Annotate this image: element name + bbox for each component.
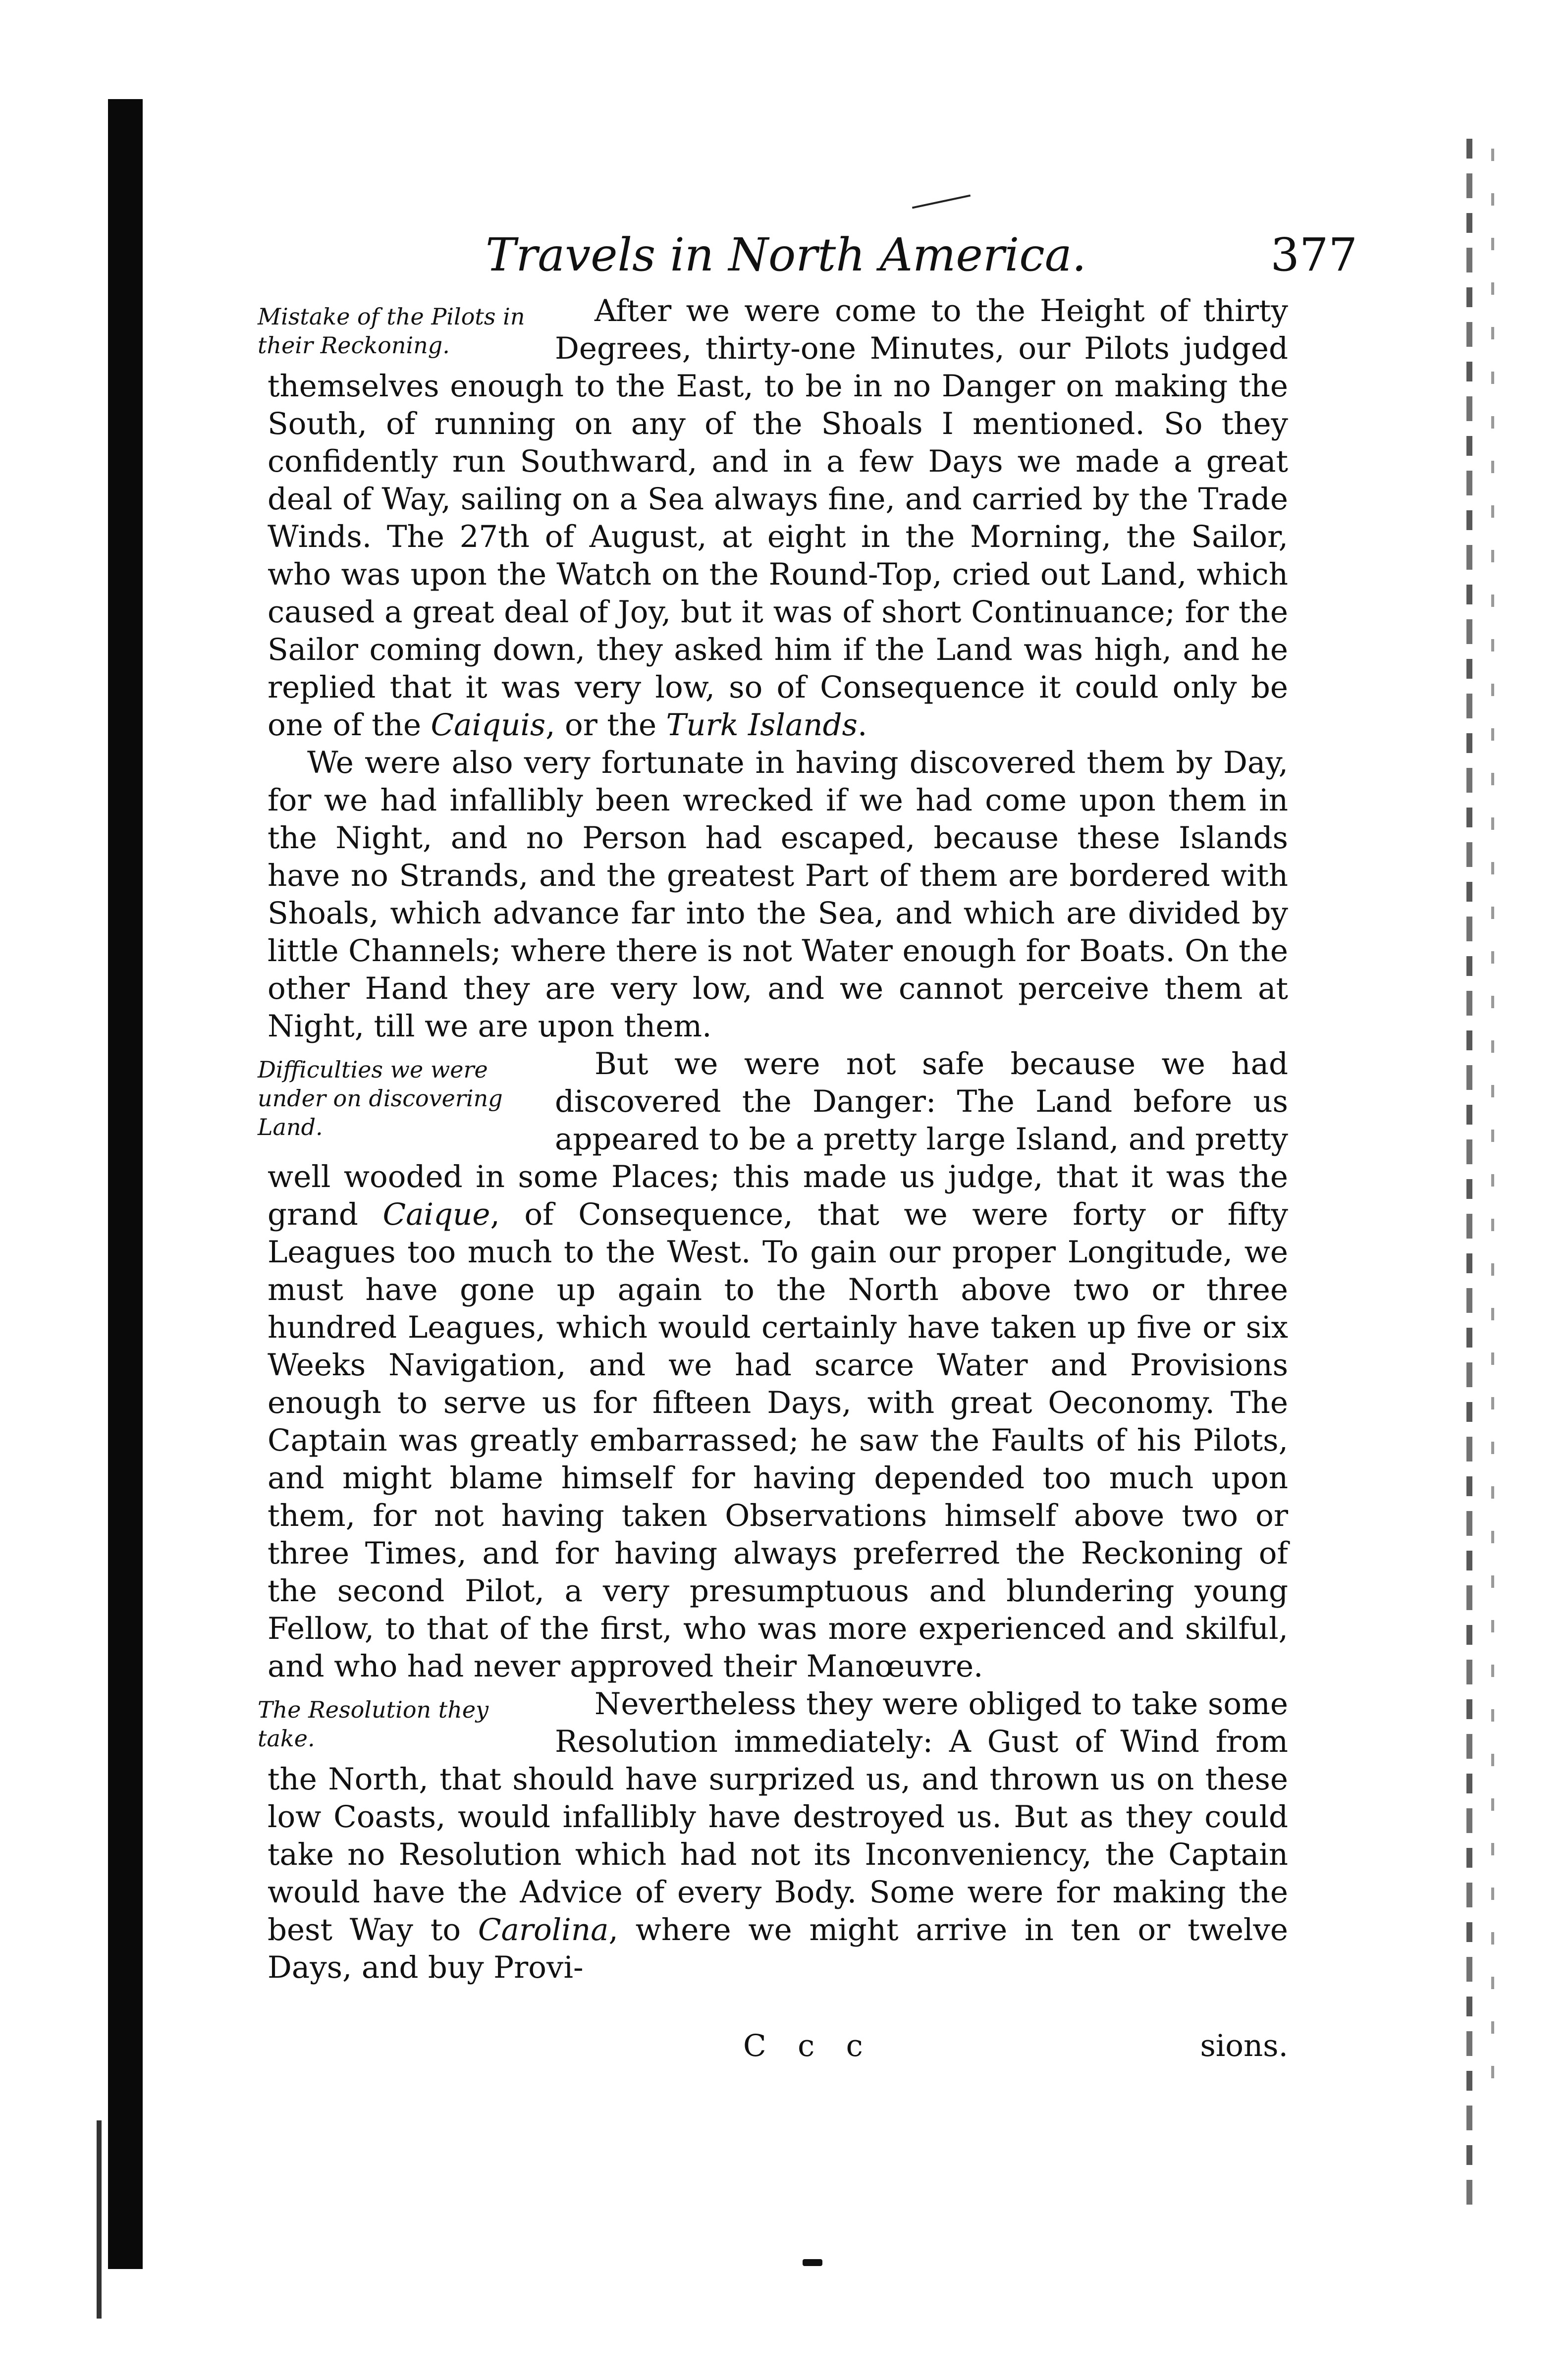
running-title: Travels in North America. [486,228,1086,281]
paragraph-3-text-end: , of Consequence, that we were forty or fifty Leagues too much to the West. To gain our proper Longitude, we must have gone up again to the North above two or three hundred Leagues, which would certainly have taken up five or six Weeks Navigation, and we had scarce Water and Provisions enough to serve us for fifteen Days, with great Oeconomy. The Captain was greatly embarrassed; he saw the Faults of his Pilots, and might blame himself for having depended too much upon them, for not having taken Observations himself above two or three Times, and for having always preferred the Reckoning of the second Pilot, a very presumptuous and blundering young Fellow, to that of the first, who was more experienced and skilful, and who had never approved their Manœuvre. [268,1197,1288,1684]
paragraph-1 [258,292,1288,744]
page-footer [268,2026,1288,2066]
paragraph-1-text-mid: , or the [545,707,666,743]
marginal-note-mistake: Mistake of the Pilots in their Reckoning. [258,303,525,359]
scan-binding-shadow-thin [97,2120,102,2319]
marginal-note-difficulties: Difficulties we were under on discovering Land. [258,1056,503,1140]
paragraph-4-text-end: , where we might arrive in ten or twelve Days, and buy Provi- [268,1912,1288,1985]
scan-binding-shadow [108,99,143,2269]
ink-mark [912,195,971,209]
body-text [258,292,1288,1987]
ink-blot [803,2259,822,2266]
paragraph-4 [258,1685,1288,1987]
place-name: Carolina [478,1912,609,1947]
paragraph-4-text: Nevertheless they were obliged to take some Resolution immediately: A Gust of Wind from the North, that should have surprized us, and thrown us on these low Coasts, would infallibly have destroyed us. But as they could take no Resolution which had not its Inconveniency, the Captain would have the Advice of every Body. Some were for making the best Way to [268,1686,1288,1947]
paragraph-3 [258,1045,1288,1685]
place-name: Caiquis [431,707,546,743]
place-name: Caique [382,1197,490,1232]
signature-mark: C c c [743,2028,874,2063]
page-number: 377 [1270,228,1357,281]
paragraph-1-text: After we were come to the Height of thirty Degrees, thirty-one Minutes, our Pilots judged themselves enough to the East, to be in no Danger on making the South, of running on any of the Shoals I mentioned. So they confidently run Southward, and in a few Days we made a great deal of Way, sailing on a Sea always fine, and carried by the Trade Winds. The 27th of August, at eight in the Morning, the Sailor, who was upon the Watch on the Round-Top, cried out Land, which caused a great deal of Joy, but it was of short Continuance; for the Sailor coming down, they asked him if the Land was high, and he replied that it was very low, so of Consequence it could only be one of the [268,293,1288,743]
paragraph-3-text: But we were not safe because we had discovered the Danger: The Land before us appeared to be a pretty large Island, and pretty well wooded in some Places; this made us judge, that it was the grand [268,1046,1288,1232]
marginal-note-resolution: The Resolution they take. [258,1696,489,1752]
catchword: sions. [1200,2028,1288,2063]
scan-page-edge-faint [1491,149,1494,2081]
place-name: Turk Islands [666,707,858,743]
page-header [486,218,1357,292]
paragraph-2: We were also very fortunate in having discovered them by Day, for we had infallibly been wrecked if we had come upon them in the Night, and no Person had escaped, because these Islands have no Strands, and the greatest Part of them are bordered with Shoals, which advance far into the Sea, and which are divided by little Channels; where there is not Water enough for Boats. On the other Hand they are very low, and we cannot perceive them at Night, till we are upon them. [268,745,1288,1044]
paragraph-1-text-end: . [857,707,867,743]
scan-page-edge [1466,139,1472,2219]
